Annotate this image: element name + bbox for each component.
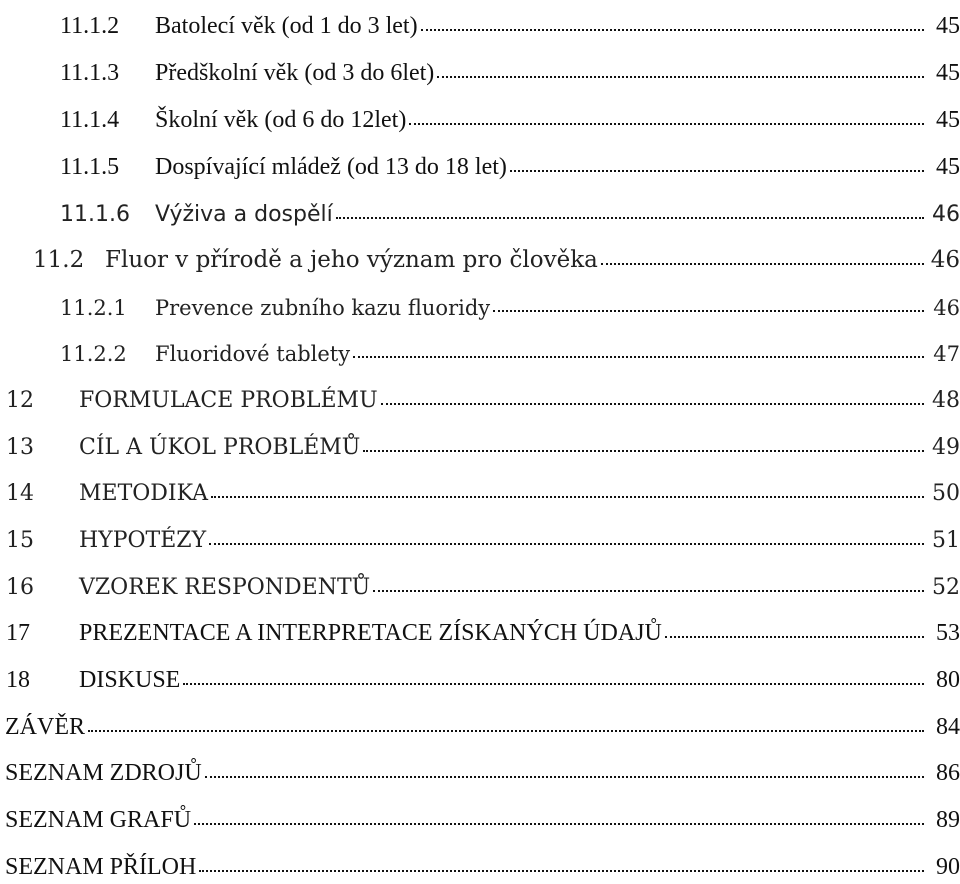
toc-entry-title: HYPOTÉZY: [79, 528, 207, 553]
toc-entry-page: 45: [936, 60, 960, 86]
dot-leader: [336, 217, 924, 219]
toc-entry-page: 90: [936, 854, 960, 880]
dot-leader: [437, 76, 924, 78]
dot-leader: [409, 123, 924, 125]
dot-leader: [363, 450, 924, 452]
toc-entry-title: Výživa a dospělí: [155, 202, 333, 227]
dot-leader: [373, 590, 924, 592]
toc-entry-13[interactable]: [0, 421, 960, 461]
toc-entry-title: VZOREK RESPONDENTŮ: [79, 575, 371, 600]
dot-leader: [665, 636, 924, 638]
toc-entry-title: Předškolní věk (od 3 do 6let): [155, 60, 435, 86]
toc-entry-title: FORMULACE PROBLÉMU: [79, 388, 378, 413]
toc-entry-title: Fluor v přírodě a jeho význam pro člověka: [105, 247, 598, 273]
toc-entry-page: 45: [936, 107, 960, 133]
toc-entry-zaver[interactable]: [0, 701, 960, 741]
dot-leader: [421, 29, 924, 31]
toc-entry-number: 11.1.5: [60, 154, 120, 180]
toc-entry-11-1-5[interactable]: [0, 141, 960, 181]
toc-entry-title: SEZNAM ZDROJŮ: [5, 760, 202, 786]
toc-entry-title: CÍL A ÚKOL PROBLÉMŮ: [79, 435, 361, 460]
dot-leader: [183, 683, 924, 685]
dot-leader: [88, 730, 924, 732]
dot-leader: [211, 496, 924, 498]
dot-leader: [205, 776, 924, 778]
toc-entry-number: 13: [6, 435, 34, 460]
toc-entry-number: 11.2.1: [60, 296, 127, 320]
toc-entry-title: SEZNAM GRAFŮ: [5, 807, 192, 833]
toc-entry-number: 11.1.6: [60, 202, 130, 227]
toc-entry-page: 86: [936, 760, 960, 786]
toc-entry-page: 48: [932, 388, 960, 413]
toc-entry-11-1-2[interactable]: [0, 0, 960, 40]
toc-entry-11-2-2[interactable]: [0, 327, 960, 367]
toc-entry-page: 84: [936, 714, 960, 740]
toc-entry-seznam-priloh[interactable]: [0, 841, 960, 881]
toc-entry-18[interactable]: [0, 654, 960, 694]
toc-entry-page: 46: [930, 247, 960, 273]
toc-entry-page: 46: [932, 202, 960, 227]
toc-entry-14[interactable]: [0, 467, 960, 507]
toc-entry-page: 50: [932, 481, 960, 506]
toc-entry-seznam-zdroju[interactable]: [0, 747, 960, 787]
toc-entry-title: PREZENTACE A INTERPRETACE ZÍSKANÝCH ÚDAJŮ: [79, 620, 662, 646]
toc-entry-page: 89: [936, 807, 960, 833]
toc-entry-11-2-1[interactable]: [0, 281, 960, 321]
toc-entry-page: 45: [936, 154, 960, 180]
toc-entry-number: 11.1.2: [60, 13, 120, 39]
dot-leader: [381, 403, 924, 405]
toc-entry-11-1-4[interactable]: [0, 94, 960, 134]
toc-entry-number: 16: [6, 575, 34, 600]
toc-entry-page: 52: [932, 575, 960, 600]
toc-entry-17[interactable]: [0, 607, 960, 647]
toc-entry-title: Školní věk (od 6 do 12let): [155, 107, 407, 133]
toc-entry-page: 51: [932, 528, 960, 553]
toc-entry-number: 17: [6, 620, 30, 646]
toc-entry-page: 46: [933, 296, 960, 320]
toc-entry-number: 11.2: [33, 247, 85, 273]
dot-leader: [199, 870, 924, 872]
toc-entry-15[interactable]: [0, 514, 960, 554]
toc-entry-number: 11.1.3: [60, 60, 120, 86]
toc-entry-seznam-grafu[interactable]: [0, 794, 960, 834]
toc-entry-title: DISKUSE: [79, 667, 181, 693]
toc-entry-page: 45: [936, 13, 960, 39]
toc-entry-title: Fluoridové tablety: [155, 342, 351, 366]
dot-leader: [353, 356, 924, 358]
toc-entry-number: 11.1.4: [60, 107, 120, 133]
toc-entry-title: METODIKA: [79, 481, 209, 506]
dot-leader: [493, 310, 924, 312]
dot-leader: [209, 543, 924, 545]
toc-entry-page: 53: [936, 620, 960, 646]
toc-entry-12[interactable]: [0, 374, 960, 414]
toc-entry-page: 49: [932, 435, 960, 460]
dot-leader: [601, 263, 924, 265]
toc-entry-number: 14: [6, 481, 34, 506]
toc-entry-title: Prevence zubního kazu fluoridy: [155, 296, 491, 320]
toc-entry-title: Dospívající mládež (od 13 do 18 let): [155, 154, 507, 180]
toc-entry-title: SEZNAM PŘÍLOH: [5, 854, 197, 880]
dot-leader: [510, 170, 924, 172]
toc-entry-title: ZÁVĚR: [5, 714, 85, 740]
toc-entry-number: 15: [6, 528, 34, 553]
toc-entry-page: 80: [936, 667, 960, 693]
toc-entry-11-2[interactable]: [0, 234, 960, 274]
toc-entry-11-1-6[interactable]: [0, 188, 960, 228]
toc-entry-number: 11.2.2: [60, 342, 127, 366]
toc-entry-title: Batolecí věk (od 1 do 3 let): [155, 13, 418, 39]
dot-leader: [194, 823, 924, 825]
toc-entry-page: 47: [933, 342, 960, 366]
toc-entry-11-1-3[interactable]: [0, 47, 960, 87]
toc-entry-number: 18: [6, 667, 30, 693]
toc-entry-16[interactable]: [0, 561, 960, 601]
toc-entry-number: 12: [6, 388, 34, 413]
